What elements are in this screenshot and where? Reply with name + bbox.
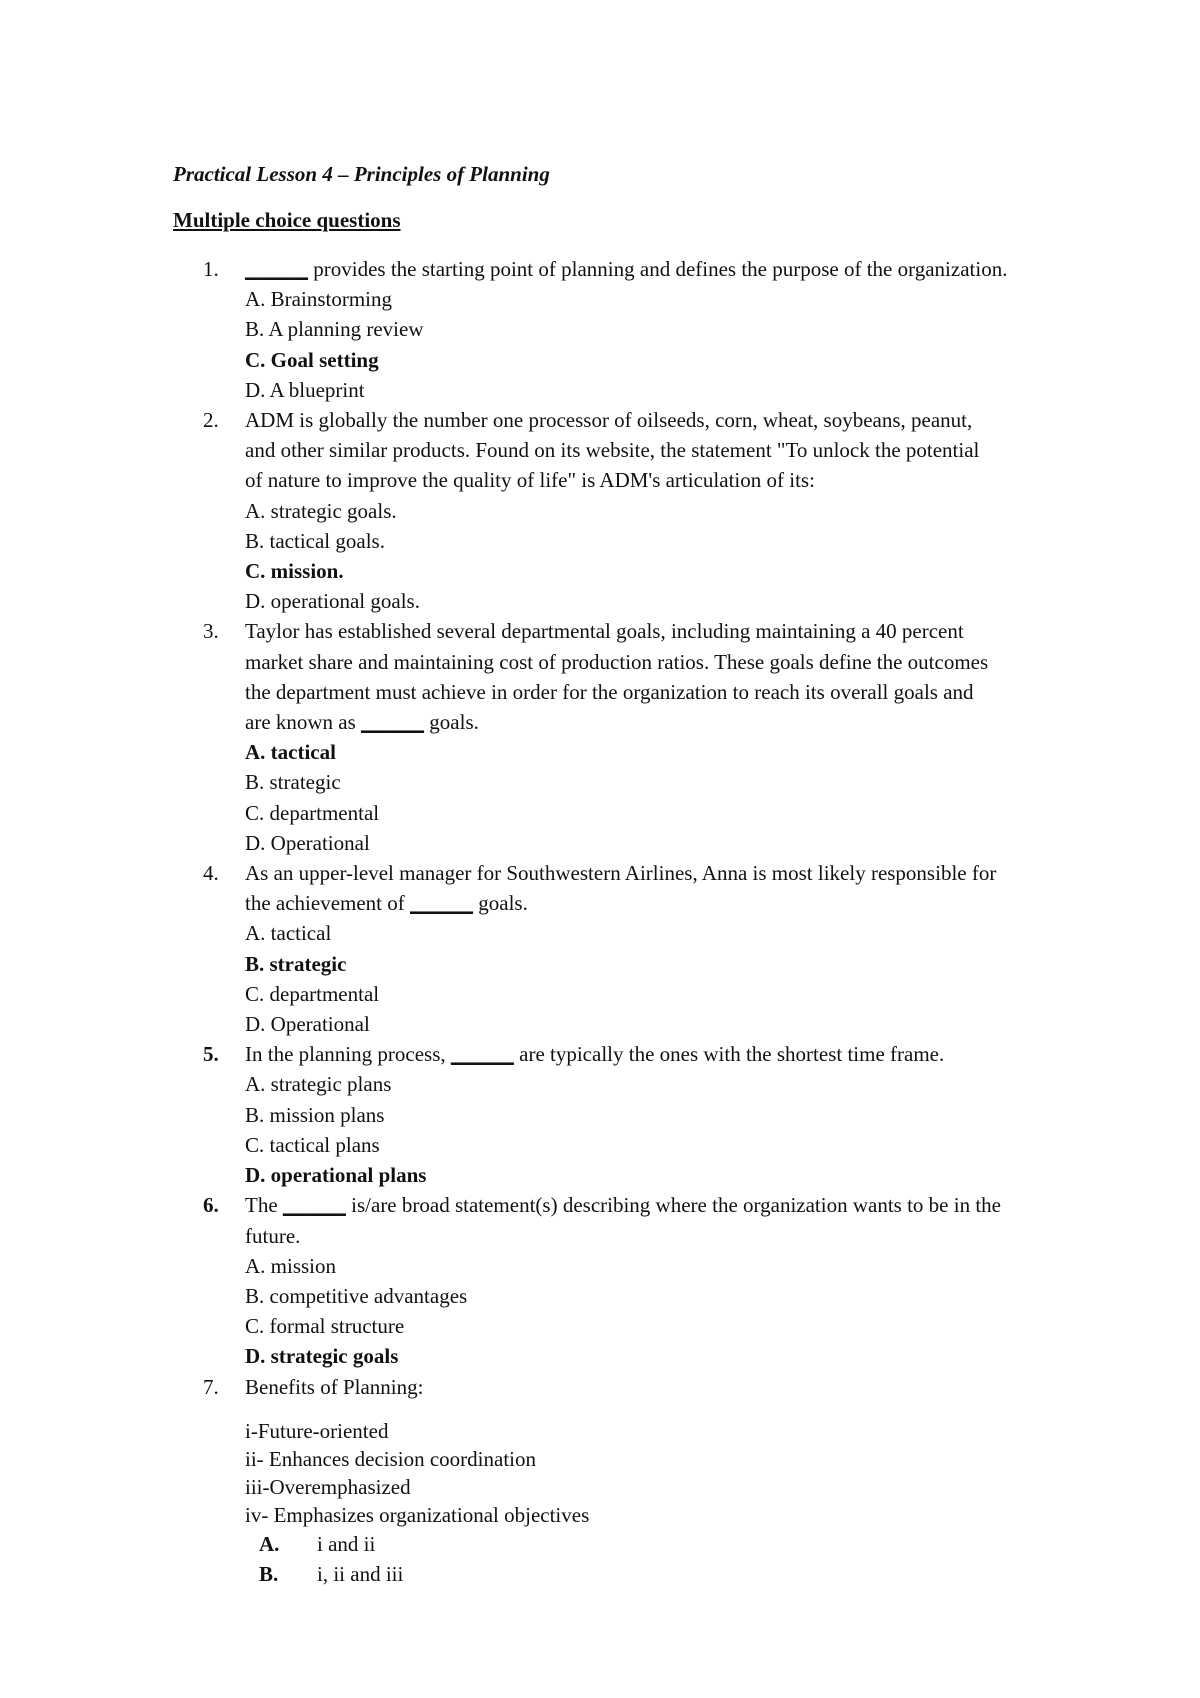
correct-option: A. tactical	[245, 740, 336, 765]
question-text: of nature to improve the quality of life" is ADM's articulation of its:	[245, 468, 815, 493]
option: A. mission	[245, 1253, 337, 1278]
option: B. competitive advantages	[245, 1283, 468, 1308]
question-text: and other similar products. Found on its website, the statement "To unlock the potential	[245, 438, 980, 463]
correct-option: C. Goal setting	[245, 347, 379, 372]
question-number: 5.	[203, 1042, 219, 1067]
question-3	[0, 616, 1200, 858]
option: C. departmental	[245, 800, 380, 825]
option: A. Brainstorming	[245, 287, 392, 312]
q7-option-text: i and ii	[317, 1532, 376, 1556]
question-text: ______ provides the starting point of planning and defines the purpose of the organization.	[245, 257, 1008, 281]
correct-option: B. strategic	[245, 951, 347, 976]
correct-option: D. operational plans	[245, 1163, 427, 1188]
answer-blank: ______	[361, 710, 425, 735]
question-number: 2.	[203, 408, 219, 433]
q7-option-text: i, ii and iii	[317, 1562, 404, 1586]
question-text: The ______ is/are broad statement(s) describing where the organization wants to be in the	[245, 1193, 1001, 1218]
option: B. tactical goals.	[245, 528, 385, 553]
section-heading: Multiple choice questions	[173, 208, 401, 232]
question-5	[0, 1039, 1200, 1190]
question-text: future.	[245, 1223, 301, 1248]
correct-option: C. mission.	[245, 559, 344, 584]
question-1	[0, 254, 1200, 405]
answer-blank: ______	[450, 1042, 514, 1067]
question-number: 1.	[203, 257, 219, 281]
answer-blank: ______	[245, 257, 308, 281]
page-title: Practical Lesson 4 – Principles of Planning	[173, 162, 550, 186]
q7-statement: i-Future-oriented	[245, 1419, 389, 1443]
q7-statement: iv- Emphasizes organizational objectives	[245, 1503, 590, 1527]
question-number: 7.	[203, 1374, 219, 1399]
question-text: ADM is globally the number one processor of oilseeds, corn, wheat, soybeans, peanut,	[245, 408, 973, 433]
q7-statement: ii- Enhances decision coordination	[245, 1447, 536, 1471]
q7-statement-list	[245, 1417, 589, 1529]
option: D. A blueprint	[245, 377, 365, 402]
option: D. Operational	[245, 830, 370, 855]
question-2	[0, 405, 1200, 616]
question-text: In the planning process, ______ are typically the ones with the shortest time frame.	[245, 1042, 945, 1067]
option: C. tactical plans	[245, 1132, 380, 1157]
question-text: market share and maintaining cost of production ratios. These goals define the outcomes	[245, 649, 989, 674]
option: B. strategic	[245, 770, 341, 795]
option: C. formal structure	[245, 1314, 405, 1339]
option: A. strategic goals.	[245, 498, 397, 523]
q7-option-letter: A.	[259, 1532, 280, 1556]
option: D. operational goals.	[245, 589, 420, 614]
question-list	[0, 254, 1200, 1402]
answer-blank: ______	[282, 1193, 346, 1218]
question-4	[0, 858, 1200, 1039]
q7-option-list	[0, 1529, 1200, 1589]
question-number: 3.	[203, 619, 219, 644]
question-number: 6.	[203, 1193, 219, 1218]
option: A. strategic plans	[245, 1072, 392, 1097]
q7-option	[0, 1529, 1200, 1559]
option: D. Operational	[245, 1012, 370, 1037]
q7-option	[0, 1559, 1200, 1589]
answer-blank: ______	[410, 891, 474, 916]
question-text: the department must achieve in order for the organization to reach its overall goals and	[245, 679, 974, 704]
question-text: the achievement of ______ goals.	[245, 891, 528, 916]
correct-option: D. strategic goals	[245, 1344, 399, 1369]
option: C. departmental	[245, 981, 380, 1006]
question-text: Taylor has established several departmental goals, including maintaining a 40 percent	[245, 619, 964, 644]
option: B. A planning review	[245, 317, 424, 342]
question-text: As an upper-level manager for Southwestern Airlines, Anna is most likely responsible for	[245, 861, 997, 886]
question-text: are known as ______ goals.	[245, 710, 479, 735]
question-7	[0, 1372, 1200, 1402]
q7-statement: iii-Overemphasized	[245, 1475, 411, 1499]
option: B. mission plans	[245, 1102, 385, 1127]
q7-option-letter: B.	[259, 1562, 279, 1586]
option: A. tactical	[245, 921, 332, 946]
question-number: 4.	[203, 861, 219, 886]
question-text: Benefits of Planning:	[245, 1374, 424, 1399]
question-6	[0, 1190, 1200, 1371]
